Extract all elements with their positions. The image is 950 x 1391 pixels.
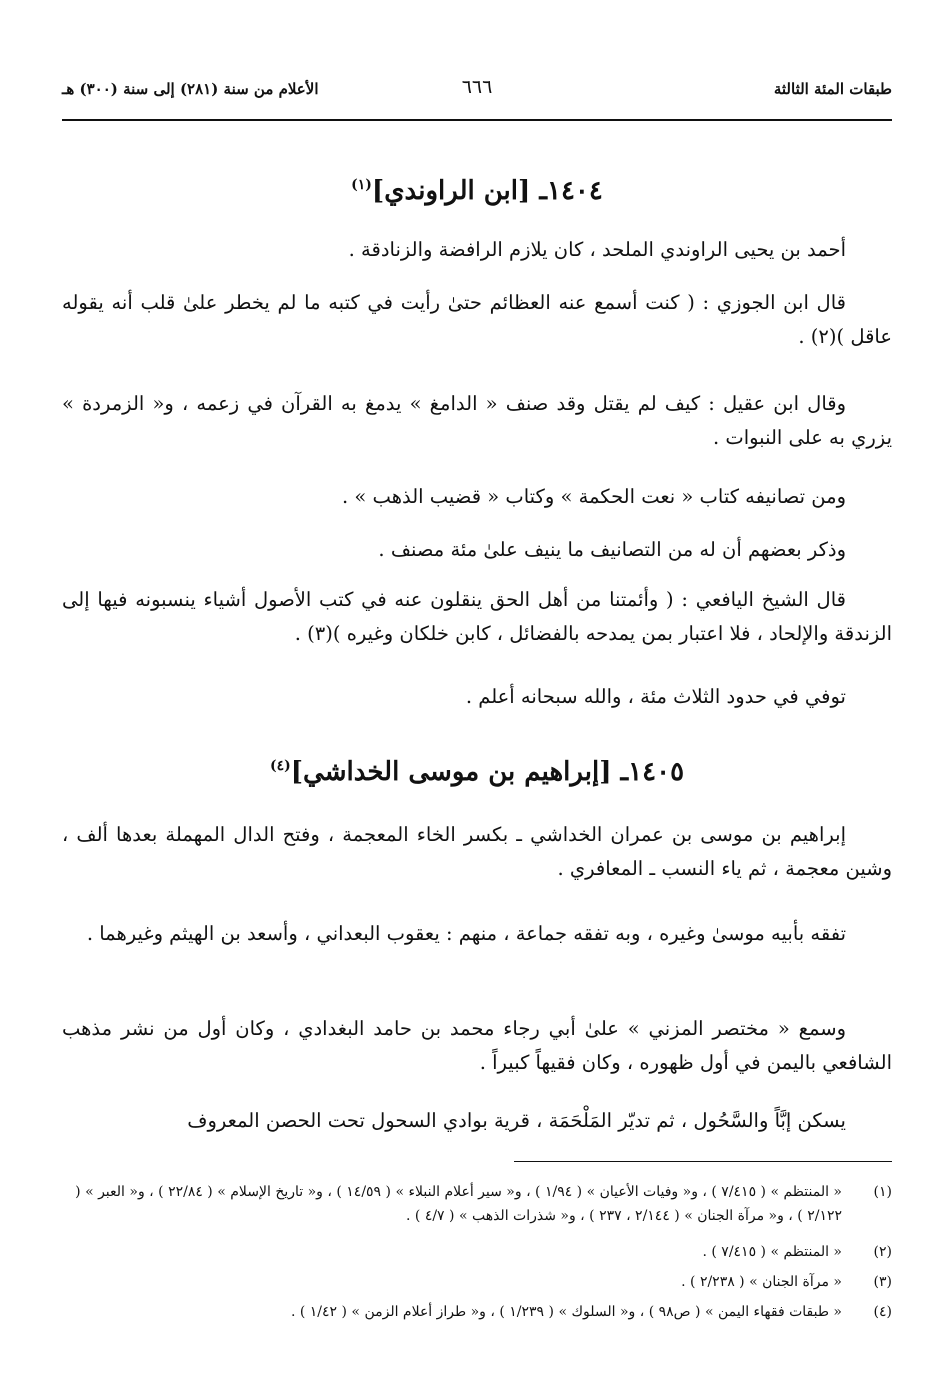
paragraph: توفي في حدود الثلاث مئة ، والله سبحانه أعلم .: [465, 685, 846, 708]
paragraph: قال الشيخ اليافعي : ( وأئمتنا من أهل الحق ينقلون عنه في كتب الأصول أشياء ينسبونه فيها إلى الزندقة والإلحاد ، فلا اعتبار بمن يمدحه بالفضائل ، كابن خلكان وغيره )(٣) .: [62, 588, 892, 645]
footnote-ref: (١): [351, 177, 372, 193]
paragraph: وذكر بعضهم أن له من التصانيف ما ينيف علىٰ مئة مصنف .: [378, 538, 846, 561]
page-number: ٦٦٦: [461, 76, 493, 98]
paragraph: يسكن إبَّاً والسَّحُول ، ثم تديّر المَلْحَمَة ، قرية بوادي السحول تحت الحصن المعروف: [187, 1109, 846, 1132]
header-date-range: الأعلام من سنة (٢٨١) إلى سنة (٣٠٠) هـ: [62, 80, 319, 98]
paragraph: قال ابن الجوزي : ( كنت أسمع عنه العظائم حتىٰ رأيت في كتبه ما لم يخطر علىٰ قلب أنه يقوله عاقل )(٢) .: [62, 291, 892, 348]
footnote-ref: (٤): [269, 758, 291, 774]
entry-title-1404: ١٤٠٤ـ [ابن الراوندي]$^{(١)}$: [351, 176, 603, 206]
header-section-title: طبقات المئة الثالثة: [773, 80, 892, 98]
footnote-4: [62, 1300, 892, 1324]
footnote-3: [62, 1270, 892, 1294]
footnote-text: « طبقات فقهاء اليمن » ( ص٩٨ ) ، و« السلوك » ( ١/٢٣٩ ) ، و« طراز أعلام الزمن » ( ١/٤٢ ) .: [290, 1304, 842, 1320]
paragraph: وسمع « مختصر المزني » علىٰ أبي رجاء محمد بن حامد البغدادي ، وكان أول من نشر مذهب الشافعي باليمن في أول ظهوره ، وكان فقيهاً كبيراً .: [62, 1017, 892, 1074]
paragraph: تفقه بأبيه موسىٰ وغيره ، وبه تفقه جماعة ، منهم : يعقوب البعداني ، وأسعد بن الهيثم وغيرهما .: [86, 922, 846, 945]
footnote-rule: [514, 1161, 892, 1162]
entry-title-1405: ١٤٠٥ـ [إبراهيم بن موسى الخداشي]$^{(٤)}$: [269, 757, 685, 787]
footnote-number: (٢): [873, 1244, 892, 1260]
running-header: [62, 76, 892, 104]
paragraph: وقال ابن عقيل : كيف لم يقتل وقد صنف « الدامغ » يدمغ به القرآن في زعمه ، و« الزمردة » يزري به على النبوات .: [62, 392, 892, 449]
footnote-2: [62, 1240, 892, 1264]
footnote-text: « المنتظم » ( ٧/٤١٥ ) ، و« وفيات الأعيان » ( ١/٩٤ ) ، و« سير أعلام النبلاء » ( ١٤/٥٩ ) ، و« تاريخ الإسلام » ( ٢٢/٨٤ ) ، و« العبر » ( ٢/١٢٢ ) ، و« مرآة الجنان » ( ٢/١٤٤ ، ٢٣٧ ) ، و« شذرات الذهب » ( ٤/٧ ) .: [75, 1184, 842, 1224]
footnote-text: « المنتظم » ( ٧/٤١٥ ) .: [702, 1244, 842, 1260]
paragraph: إبراهيم بن موسى بن عمران الخداشي ـ بكسر الخاء المعجمة ، وفتح الدال المهملة بعدها ألف ، وشين معجمة ، ثم ياء النسب ـ المعافري .: [62, 823, 892, 880]
header-rule: [62, 119, 892, 121]
footnote-text: « مرآة الجنان » ( ٢/٢٣٨ ) .: [681, 1274, 842, 1290]
paragraph: أحمد بن يحيى الراوندي الملحد ، كان يلازم الرافضة والزنادقة .: [348, 238, 846, 261]
footnote-number: (٣): [873, 1274, 892, 1290]
footnote-1: [62, 1180, 892, 1228]
paragraph: ومن تصانيفه كتاب « نعت الحكمة » وكتاب « قضيب الذهب » .: [342, 485, 846, 508]
footnote-number: (٤): [873, 1304, 892, 1320]
footnote-number: (١): [873, 1184, 892, 1200]
